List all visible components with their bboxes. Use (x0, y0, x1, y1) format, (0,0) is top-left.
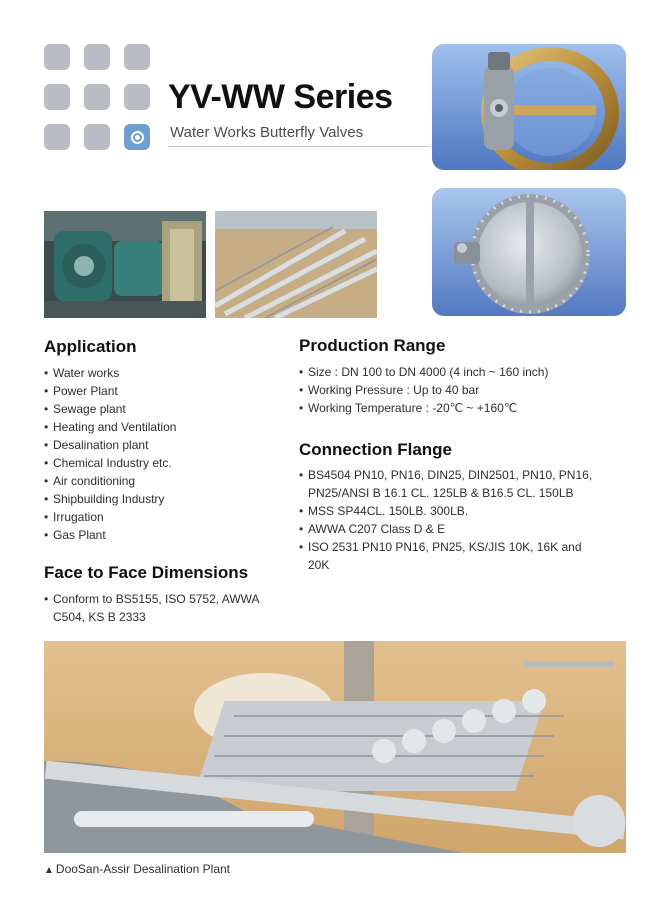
connection-flange-list (299, 466, 599, 574)
list-item: • Size : DN 100 to DN 4000 (4 inch ~ 160 inch) (299, 363, 619, 381)
tile (84, 44, 110, 70)
tile (124, 44, 150, 70)
list-item: • Sewage plant (44, 400, 274, 418)
list-item: • Working Pressure : Up to 40 bar (299, 381, 619, 399)
face-to-face-list (44, 590, 289, 626)
title-divider (168, 146, 430, 147)
list-item: • BS4504 PN10, PN16, DIN25, DIN2501, PN10, PN16, PN25/ANSI B 16.1 CL. 125LB & B16.5 CL. 150LB (299, 466, 599, 502)
production-range-heading: Production Range (299, 336, 446, 355)
list-item: • AWWA C207 Class D & E (299, 520, 599, 538)
application-list (44, 364, 274, 544)
valve-photo-top (432, 44, 626, 170)
face-to-face-heading: Face to Face Dimensions (44, 563, 249, 582)
valve-photo-bottom (432, 188, 626, 316)
tile (124, 84, 150, 110)
list-item: • Gas Plant (44, 526, 274, 544)
application-heading: Application (44, 337, 137, 356)
desalination-plant-photo (44, 641, 626, 853)
page-subtitle: Water Works Butterfly Valves (170, 124, 364, 141)
list-item: • MSS SP44CL. 150LB. 300LB. (299, 502, 599, 520)
connection-flange-heading: Connection Flange (299, 440, 452, 459)
list-item: • Heating and Ventilation (44, 418, 274, 436)
list-item: • Desalination plant (44, 436, 274, 454)
list-item: • Power Plant (44, 382, 274, 400)
decorative-tile-grid (44, 44, 152, 152)
tile (84, 124, 110, 150)
tile (44, 44, 70, 70)
caption-text: DooSan-Assir Desalination Plant (55, 862, 230, 876)
list-item: • ISO 2531 PN10 PN16, PN25, KS/JIS 10K, 16K and 20K (299, 538, 599, 574)
list-item: • Shipbuilding Industry (44, 490, 274, 508)
list-item: • Air conditioning (44, 472, 274, 490)
tile (44, 124, 70, 150)
pump-station-photo (44, 211, 206, 318)
triangle-icon: ▲ (44, 865, 54, 876)
page-title: YV-WW Series (168, 78, 393, 116)
photo-caption (44, 862, 230, 876)
list-item: • Working Temperature : -20℃ ~ +160℃ (299, 399, 619, 417)
pipe-gallery-photo (215, 211, 377, 318)
list-item: • Irrugation (44, 508, 274, 526)
list-item: • Water works (44, 364, 274, 382)
production-range-list (299, 363, 619, 417)
list-item: • Chemical Industry etc. (44, 454, 274, 472)
tile (44, 84, 70, 110)
tile (84, 84, 110, 110)
target-icon (124, 124, 150, 150)
list-item: • Conform to BS5155, ISO 5752, AWWA C504, KS B 2333 (44, 590, 289, 626)
